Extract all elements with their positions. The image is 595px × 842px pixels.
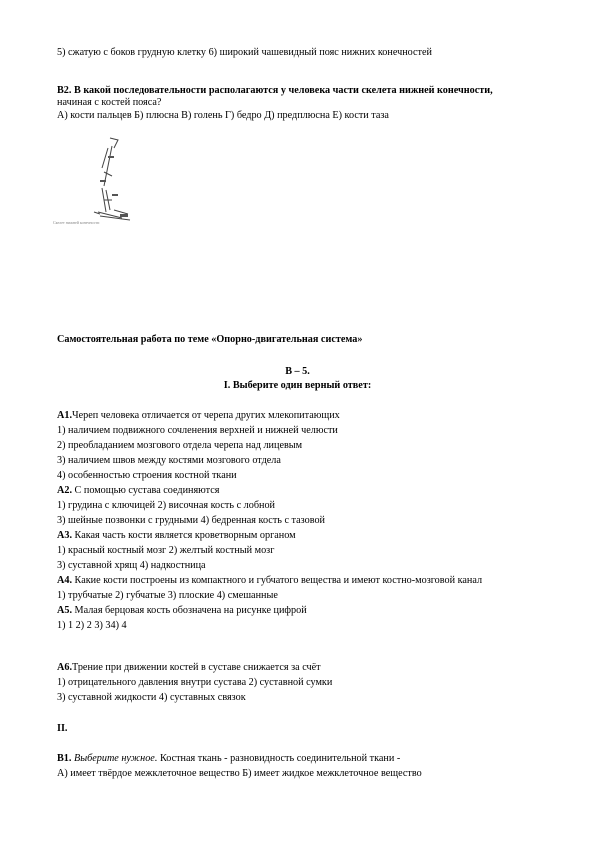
question-a1	[57, 410, 340, 422]
answer-options-b2: А) кости пальцев Б) плюсна В) голень Г) бедро Д) предплюсна Е) кости таза	[57, 110, 389, 121]
question-a3	[57, 530, 296, 542]
question-a4	[57, 575, 482, 587]
question-a5	[57, 605, 307, 617]
answer-option: 3) суставной хрящ 4) надкостница	[57, 560, 206, 571]
question-label: А4.	[57, 575, 72, 586]
question-text: Костная ткань - разновидность соединительной ткани -	[157, 753, 401, 764]
answer-options-b1: А) имеет твёрдое межклеточное вещество Б) имеет жидкое межклеточное вещество	[57, 768, 422, 779]
question-text: В какой последовательности располагаются у человека части скелета нижней конечности,	[71, 85, 493, 96]
question-text: Трение при движении костей в суставе снижается за счёт	[72, 662, 321, 673]
question-instruction: Выберите нужное.	[71, 753, 158, 764]
question-text: Какая часть кости является кроветворным органом	[72, 530, 296, 541]
question-text: Малая берцовая кость обозначена на рисунке цифрой	[72, 605, 307, 616]
question-label: B2.	[57, 85, 72, 96]
answer-option: 1) грудина с ключицей 2) височная кость с лобной	[57, 500, 275, 511]
question-label: А5.	[57, 605, 72, 616]
prev-options-line: 5) сжатую с боков грудную клетку 6) широкий чашевидный пояс нижних конечностей	[57, 47, 432, 58]
answer-option: 3) наличием швов между костями мозгового отдела	[57, 455, 281, 466]
section-1-heading: I. Выберите один верный ответ:	[223, 380, 372, 391]
variant-label: В – 5.	[285, 366, 310, 377]
work-title: Самостоятельная работа по теме «Опорно-двигательная система»	[57, 334, 363, 345]
question-label: А3.	[57, 530, 72, 541]
question-text: Какие кости построены из компактного и губчатого вещества и имеют костно-мозговой канал	[72, 575, 483, 586]
question-b2	[57, 85, 493, 97]
answer-option: 1) отрицательного давления внутри сустава 2) суставной сумки	[57, 677, 333, 688]
question-a6	[57, 662, 321, 674]
answer-option: 2) преобладанием мозгового отдела черепа над лицевым	[57, 440, 303, 451]
question-label: А2.	[57, 485, 72, 496]
answer-option: 1) трубчатые 2) губчатые 3) плоские 4) смешанные	[57, 590, 278, 601]
figure-caption: Скелет нижней конечности	[53, 220, 100, 225]
answer-option: 1) красный костный мозг 2) желтый костный мозг	[57, 545, 275, 556]
question-label: А1.	[57, 410, 72, 421]
answer-option: 1) наличием подвижного сочленения верхней и нижней челюсти	[57, 425, 338, 436]
answer-option: 3) суставной жидкости 4) суставных связок	[57, 692, 246, 703]
answer-option: 4) особенностью строения костной ткани	[57, 470, 237, 481]
section-2-heading: II.	[57, 723, 68, 734]
answer-option: 3) шейные позвонки с грудными 4) бедренная кость с тазовой	[57, 515, 325, 526]
question-a2	[57, 485, 219, 497]
question-text: Череп человека отличается от черепа других млекопитающих	[72, 410, 340, 421]
answer-option: 1) 1 2) 2 3) 34) 4	[57, 620, 127, 631]
question-label: А6.	[57, 662, 72, 673]
question-text: С помощью сустава соединяются	[72, 485, 220, 496]
question-label: B1.	[57, 753, 72, 764]
question-b1	[57, 753, 400, 765]
question-b2-cont: начиная с костей пояса?	[57, 97, 162, 108]
lower-limb-skeleton-figure	[52, 128, 152, 230]
